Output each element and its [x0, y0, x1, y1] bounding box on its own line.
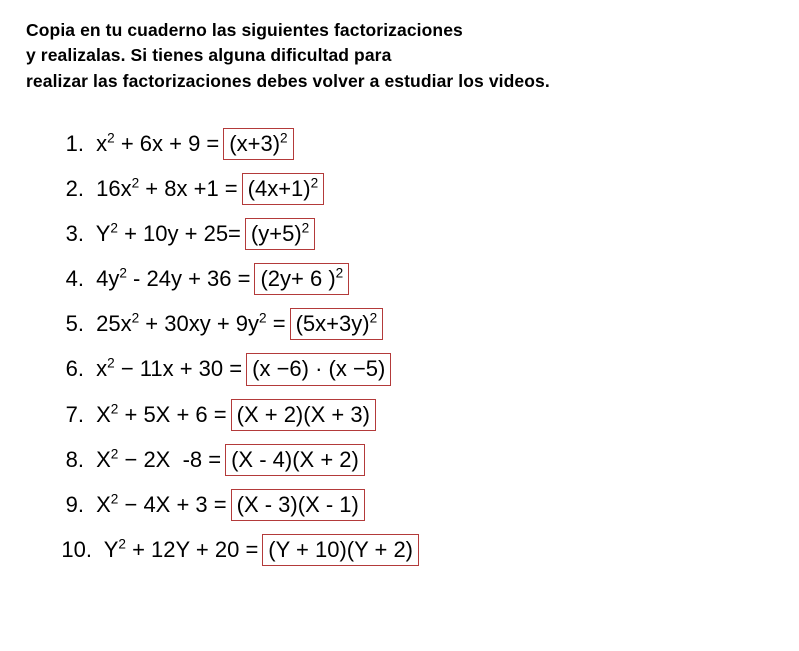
problem-row — [54, 399, 754, 431]
instructions-block — [26, 18, 550, 94]
problem-expression: $Y^2 + 10y + 25=$ — [90, 220, 241, 247]
answer-box[interactable]: $(x+3)^2$ — [223, 128, 293, 160]
problem-number: 9. — [65, 491, 84, 517]
problem-expression: $Y^2 + 12Y + 20$ = — [98, 536, 259, 562]
problem-expression: $4y^2 - 24y + 36$ = — [90, 265, 251, 292]
answer-box[interactable]: (2y+ 6 )$^2$ — [254, 263, 349, 295]
answer-box[interactable]: (X + 2)(X + 3) — [231, 399, 376, 431]
problem-row — [54, 534, 754, 566]
problem-row — [54, 128, 754, 160]
problem-expression: $x^2 + 6x + 9$ = — [90, 130, 220, 156]
instructions-line-3-text: realizar las factorizaciones debes volver a estudiar los videos — [26, 70, 545, 91]
answer-box[interactable]: $(4x+1)^2$ — [242, 173, 325, 205]
problem-row — [54, 353, 754, 385]
answer-box[interactable]: (X - 4)(X + 2) — [225, 444, 365, 476]
answer-box[interactable]: (x −6) · (x −5) — [246, 353, 391, 385]
problem-number: 4. — [65, 266, 84, 292]
problem-row — [54, 308, 754, 340]
problem-row — [54, 173, 754, 205]
problem-number: 8. — [65, 446, 84, 472]
problem-expression: $25x^2 + 30xy + 9y^2$ = — [90, 311, 286, 337]
problem-expression: $16x^2 + 8x +1$ = — [90, 175, 238, 202]
problem-number: 7. — [65, 401, 84, 427]
problem-number: 1. — [65, 131, 84, 156]
problem-number: 6. — [65, 356, 84, 382]
answer-box[interactable]: (X - 3)(X - 1) — [231, 489, 365, 521]
problem-row — [54, 444, 754, 476]
problem-number: 10. — [61, 536, 92, 562]
problem-number: 3. — [65, 221, 84, 247]
problem-expression: $X^2 - 4X + 3$ = — [90, 491, 227, 517]
answer-box[interactable]: (Y + 10)(Y + 2) — [262, 534, 419, 566]
problem-list — [54, 128, 754, 579]
instructions-line-3 — [26, 69, 550, 94]
instructions-line-1: Copia en tu cuaderno las siguientes factorizaciones — [26, 20, 463, 40]
problem-row — [54, 218, 754, 250]
problem-expression: $X^2 - 2X$ -8 = — [90, 446, 222, 472]
answer-box[interactable]: $(5x+3y)^2$ — [290, 308, 384, 340]
problem-expression: $X^2 + 5X + 6$ = — [90, 401, 227, 427]
problem-row — [54, 489, 754, 521]
instructions-line-3-tail: . — [544, 70, 550, 91]
problem-expression: $x^2 - 11x + 30$ = — [90, 356, 243, 382]
problem-number: 2. — [65, 176, 84, 202]
problem-number: 5. — [65, 311, 84, 337]
instructions-line-2: y realizalas. Si tienes alguna dificultad para — [26, 45, 392, 66]
answer-box[interactable]: $(y+5)^2$ — [245, 218, 315, 250]
problem-row — [54, 263, 754, 295]
